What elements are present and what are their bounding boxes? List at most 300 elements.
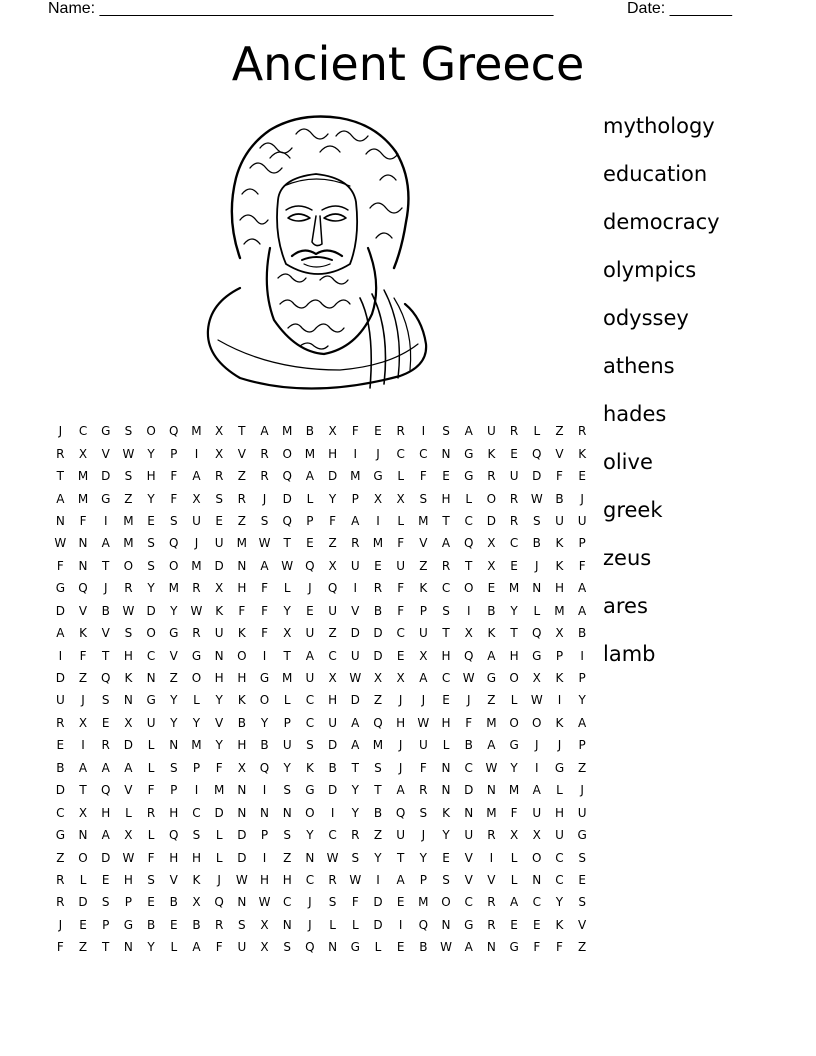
grid-letter[interactable]: S [283, 828, 292, 843]
grid-letter[interactable]: C [328, 828, 337, 843]
grid-letter[interactable]: U [328, 715, 337, 730]
grid-letter[interactable]: J [58, 424, 63, 439]
grid-letter[interactable]: N [282, 805, 292, 820]
grid-letter[interactable]: F [397, 603, 405, 618]
grid-letter[interactable]: S [215, 491, 223, 506]
grid-letter[interactable]: L [79, 872, 87, 887]
grid-letter[interactable]: S [442, 603, 450, 618]
grid-letter[interactable]: W [190, 603, 203, 618]
grid-letter[interactable]: D [327, 783, 338, 798]
grid-letter[interactable]: S [578, 850, 586, 865]
grid-letter[interactable]: F [56, 940, 64, 955]
grid-letter[interactable]: X [283, 626, 292, 641]
grid-letter[interactable]: L [533, 424, 541, 439]
grid-letter[interactable]: N [237, 558, 247, 573]
grid-letter[interactable]: N [441, 783, 451, 798]
grid-letter[interactable]: C [441, 581, 451, 596]
grid-letter[interactable]: B [56, 760, 65, 775]
grid-letter[interactable]: W [281, 558, 294, 573]
grid-letter[interactable]: P [351, 491, 359, 506]
grid-letter[interactable]: F [329, 513, 337, 528]
grid-letter[interactable]: M [486, 805, 497, 820]
grid-letter[interactable]: N [486, 940, 496, 955]
grid-letter[interactable]: C [555, 872, 564, 887]
grid-letter[interactable]: D [327, 469, 338, 484]
grid-letter[interactable]: Y [215, 738, 223, 753]
grid-letter[interactable]: D [373, 895, 383, 910]
grid-letter[interactable]: J [398, 693, 403, 708]
grid-letter[interactable]: Z [487, 693, 496, 708]
grid-letter[interactable]: U [577, 513, 587, 528]
grid-letter[interactable]: W [122, 850, 135, 865]
grid-letter[interactable]: W [349, 671, 362, 686]
grid-letter[interactable]: I [262, 850, 267, 865]
grid-letter[interactable]: H [554, 805, 564, 820]
grid-letter[interactable]: J [376, 446, 380, 461]
grid-letter[interactable]: Q [169, 424, 179, 439]
grid-letter[interactable]: W [440, 940, 452, 955]
grid-letter[interactable]: W [122, 446, 135, 461]
grid-letter[interactable]: D [237, 828, 247, 843]
grid-letter[interactable]: H [260, 872, 270, 887]
grid-letter[interactable]: M [418, 895, 429, 910]
grid-letter[interactable]: L [283, 581, 291, 596]
grid-letter[interactable]: D [78, 895, 88, 910]
grid-letter[interactable]: Y [192, 715, 201, 730]
grid-letter[interactable]: D [350, 693, 360, 708]
grid-letter[interactable]: N [78, 536, 88, 551]
grid-letter[interactable]: C [396, 446, 405, 461]
grid-letter[interactable]: R [124, 581, 133, 596]
grid-letter[interactable]: F [556, 940, 563, 955]
grid-letter[interactable]: W [54, 536, 67, 551]
grid-letter[interactable]: Q [100, 783, 111, 798]
grid-letter[interactable]: R [214, 469, 224, 484]
grid-letter[interactable]: D [101, 850, 111, 865]
grid-letter[interactable]: R [192, 626, 201, 641]
grid-letter[interactable]: G [123, 917, 134, 932]
grid-letter[interactable]: X [192, 895, 201, 910]
grid-letter[interactable]: X [555, 626, 564, 641]
grid-letter[interactable]: E [147, 895, 155, 910]
grid-letter[interactable]: B [419, 940, 428, 955]
grid-letter[interactable]: K [79, 626, 87, 641]
grid-letter[interactable]: K [442, 805, 450, 820]
grid-letter[interactable]: Y [510, 603, 518, 618]
grid-letter[interactable]: A [487, 738, 496, 753]
grid-letter[interactable]: A [124, 760, 133, 775]
grid-letter[interactable]: E [510, 917, 518, 932]
grid-letter[interactable]: F [261, 603, 268, 618]
grid-letter[interactable]: H [441, 648, 451, 663]
grid-letter[interactable]: B [555, 491, 564, 506]
grid-letter[interactable]: C [305, 693, 315, 708]
grid-letter[interactable]: L [170, 940, 178, 955]
grid-letter[interactable]: L [306, 491, 314, 506]
grid-letter[interactable]: K [192, 872, 201, 887]
grid-letter[interactable]: H [509, 648, 519, 663]
grid-letter[interactable]: G [101, 491, 111, 506]
grid-letter[interactable]: U [509, 469, 519, 484]
grid-letter[interactable]: M [123, 513, 134, 528]
grid-letter[interactable]: P [578, 536, 586, 551]
grid-letter[interactable]: C [464, 513, 473, 528]
grid-letter[interactable]: O [191, 671, 202, 686]
grid-letter[interactable]: Z [78, 671, 88, 686]
grid-letter[interactable]: A [260, 424, 269, 439]
grid-letter[interactable]: B [305, 424, 315, 439]
grid-letter[interactable]: I [58, 648, 63, 663]
grid-letter[interactable]: X [396, 671, 405, 686]
grid-letter[interactable]: U [237, 940, 247, 955]
grid-letter[interactable]: A [351, 738, 360, 753]
grid-letter[interactable]: T [283, 536, 291, 551]
grid-letter[interactable]: S [101, 895, 110, 910]
grid-letter[interactable]: Z [419, 558, 428, 573]
grid-letter[interactable]: K [555, 715, 564, 730]
grid-letter[interactable]: E [306, 603, 314, 618]
grid-letter[interactable]: P [170, 783, 178, 798]
grid-letter[interactable]: P [578, 671, 586, 686]
grid-letter[interactable]: Z [373, 693, 383, 708]
grid-letter[interactable]: J [398, 760, 403, 775]
date-field-label[interactable]: Date: _______ [627, 0, 732, 17]
grid-letter[interactable]: O [486, 491, 497, 506]
grid-letter[interactable]: T [465, 558, 473, 573]
grid-letter[interactable]: Y [170, 693, 178, 708]
grid-letter[interactable]: X [78, 446, 88, 461]
grid-letter[interactable]: Y [442, 828, 450, 843]
grid-letter[interactable]: C [146, 648, 156, 663]
grid-letter[interactable]: C [283, 895, 292, 910]
grid-letter[interactable]: Z [78, 940, 88, 955]
grid-letter[interactable]: J [421, 828, 426, 843]
grid-letter[interactable]: U [396, 828, 406, 843]
grid-letter[interactable]: V [464, 850, 473, 865]
grid-letter[interactable]: N [441, 760, 451, 775]
grid-letter[interactable]: R [487, 895, 496, 910]
grid-letter[interactable]: G [191, 648, 202, 663]
grid-letter[interactable]: U [577, 805, 587, 820]
grid-letter[interactable]: L [397, 469, 404, 484]
grid-letter[interactable]: Q [169, 828, 179, 843]
grid-letter[interactable]: N [305, 850, 315, 865]
grid-letter[interactable]: S [124, 469, 133, 484]
grid-letter[interactable]: G [509, 738, 519, 753]
grid-letter[interactable]: U [305, 671, 315, 686]
grid-letter[interactable]: O [146, 626, 156, 641]
grid-letter[interactable]: Y [215, 693, 223, 708]
grid-letter[interactable]: O [237, 648, 247, 663]
grid-letter[interactable]: G [101, 424, 111, 439]
grid-letter[interactable]: D [373, 626, 383, 641]
grid-letter[interactable]: D [101, 469, 111, 484]
grid-letter[interactable]: X [237, 760, 246, 775]
grid-letter[interactable]: S [419, 491, 428, 506]
grid-letter[interactable]: D [350, 626, 360, 641]
grid-letter[interactable]: Y [283, 603, 291, 618]
grid-letter[interactable]: W [235, 872, 248, 887]
grid-letter[interactable]: N [441, 917, 451, 932]
grid-letter[interactable]: W [462, 671, 475, 686]
grid-letter[interactable]: A [509, 895, 519, 910]
grid-letter[interactable]: B [373, 603, 383, 618]
grid-letter[interactable]: A [464, 424, 473, 439]
grid-letter[interactable]: C [509, 536, 519, 551]
grid-letter[interactable]: L [193, 693, 200, 708]
grid-letter[interactable]: S [147, 872, 155, 887]
grid-letter[interactable]: G [55, 581, 65, 596]
grid-letter[interactable]: F [170, 491, 178, 506]
grid-letter[interactable]: Y [578, 693, 586, 708]
grid-letter[interactable]: O [146, 424, 156, 439]
grid-letter[interactable]: Q [327, 581, 338, 596]
grid-letter[interactable]: K [578, 446, 587, 461]
grid-letter[interactable]: K [487, 446, 496, 461]
grid-letter[interactable]: O [532, 715, 542, 730]
grid-letter[interactable]: G [55, 828, 65, 843]
grid-letter[interactable]: E [532, 917, 541, 932]
grid-letter[interactable]: T [102, 940, 110, 955]
grid-letter[interactable]: R [101, 738, 110, 753]
grid-letter[interactable]: F [510, 805, 518, 820]
grid-letter[interactable]: A [101, 536, 110, 551]
grid-letter[interactable]: V [78, 603, 88, 618]
grid-letter[interactable]: E [101, 872, 110, 887]
grid-letter[interactable]: D [55, 603, 65, 618]
grid-letter[interactable]: B [373, 805, 383, 820]
grid-letter[interactable]: D [373, 917, 383, 932]
grid-letter[interactable]: C [56, 805, 65, 820]
grid-letter[interactable]: P [192, 760, 201, 775]
grid-letter[interactable]: F [238, 603, 246, 618]
grid-letter[interactable]: I [194, 446, 199, 461]
grid-letter[interactable]: Y [283, 760, 291, 775]
grid-letter[interactable]: U [532, 805, 542, 820]
grid-letter[interactable]: X [487, 536, 496, 551]
grid-letter[interactable]: O [123, 558, 134, 573]
grid-letter[interactable]: C [419, 446, 428, 461]
grid-letter[interactable]: N [260, 805, 270, 820]
grid-letter[interactable]: A [396, 872, 405, 887]
grid-letter[interactable]: C [192, 805, 201, 820]
grid-letter[interactable]: N [532, 581, 542, 596]
grid-letter[interactable]: E [396, 895, 405, 910]
grid-letter[interactable]: U [305, 626, 315, 641]
grid-letter[interactable]: V [101, 446, 110, 461]
grid-letter[interactable]: I [398, 917, 403, 932]
grid-letter[interactable]: Y [147, 446, 155, 461]
grid-letter[interactable]: Y [374, 850, 382, 865]
grid-letter[interactable]: V [215, 715, 224, 730]
grid-letter[interactable]: J [466, 693, 471, 708]
grid-letter[interactable]: U [192, 513, 201, 528]
grid-letter[interactable]: Y [147, 581, 155, 596]
grid-letter[interactable]: Y [510, 760, 518, 775]
grid-letter[interactable]: A [305, 469, 315, 484]
grid-letter[interactable]: O [259, 693, 270, 708]
grid-letter[interactable]: T [442, 513, 450, 528]
grid-letter[interactable]: Q [463, 648, 474, 663]
grid-letter[interactable]: J [194, 536, 199, 551]
grid-letter[interactable]: X [328, 671, 337, 686]
grid-letter[interactable]: H [441, 491, 451, 506]
grid-letter[interactable]: X [260, 917, 269, 932]
grid-letter[interactable]: G [259, 671, 270, 686]
grid-letter[interactable]: P [419, 603, 427, 618]
grid-letter[interactable]: M [282, 671, 293, 686]
grid-letter[interactable]: K [215, 603, 224, 618]
grid-letter[interactable]: H [328, 693, 338, 708]
grid-letter[interactable]: H [169, 805, 179, 820]
grid-letter[interactable]: H [282, 872, 292, 887]
grid-letter[interactable]: S [328, 895, 337, 910]
grid-letter[interactable]: W [258, 536, 271, 551]
grid-letter[interactable]: M [372, 738, 384, 753]
grid-letter[interactable]: M [508, 581, 520, 596]
grid-letter[interactable]: H [441, 715, 451, 730]
grid-letter[interactable]: F [419, 469, 427, 484]
grid-letter[interactable]: J [308, 581, 312, 596]
grid-letter[interactable]: A [101, 760, 110, 775]
grid-letter[interactable]: X [487, 558, 496, 573]
grid-letter[interactable]: X [78, 715, 88, 730]
grid-letter[interactable]: I [466, 603, 471, 618]
grid-letter[interactable]: D [464, 783, 474, 798]
grid-letter[interactable]: W [349, 872, 362, 887]
grid-letter[interactable]: L [397, 513, 404, 528]
grid-letter[interactable]: H [123, 648, 133, 663]
grid-letter[interactable]: A [532, 783, 541, 798]
grid-letter[interactable]: S [101, 693, 110, 708]
grid-letter[interactable]: S [306, 738, 314, 753]
grid-letter[interactable]: H [237, 738, 247, 753]
grid-letter[interactable]: P [419, 872, 427, 887]
grid-letter[interactable]: C [441, 671, 451, 686]
grid-letter[interactable]: W [485, 760, 498, 775]
grid-letter[interactable]: S [192, 828, 201, 843]
grid-letter[interactable]: A [578, 581, 587, 596]
grid-letter[interactable]: A [192, 469, 201, 484]
grid-letter[interactable]: I [421, 424, 426, 439]
grid-letter[interactable]: J [308, 917, 312, 932]
grid-letter[interactable]: C [305, 715, 315, 730]
grid-letter[interactable]: R [260, 469, 269, 484]
grid-letter[interactable]: E [578, 469, 586, 484]
grid-letter[interactable]: G [350, 940, 360, 955]
grid-letter[interactable]: S [283, 783, 292, 798]
grid-letter[interactable]: D [532, 469, 542, 484]
grid-letter[interactable]: F [465, 715, 473, 730]
grid-letter[interactable]: N [55, 513, 65, 528]
grid-letter[interactable]: N [146, 671, 156, 686]
grid-letter[interactable]: T [283, 648, 291, 663]
grid-letter[interactable]: U [214, 536, 224, 551]
grid-letter[interactable]: T [56, 469, 65, 484]
grid-letter[interactable]: W [326, 850, 339, 865]
grid-letter[interactable]: K [124, 671, 133, 686]
grid-letter[interactable]: A [305, 648, 315, 663]
grid-letter[interactable]: V [101, 626, 110, 641]
grid-letter[interactable]: I [194, 783, 199, 798]
grid-letter[interactable]: W [530, 693, 543, 708]
grid-letter[interactable]: M [304, 446, 316, 461]
grid-letter[interactable]: X [464, 626, 473, 641]
grid-letter[interactable]: S [532, 513, 541, 528]
grid-letter[interactable]: M [77, 469, 89, 484]
grid-letter[interactable]: V [169, 872, 178, 887]
grid-letter[interactable]: F [79, 513, 87, 528]
grid-letter[interactable]: M [77, 491, 89, 506]
grid-letter[interactable]: O [532, 850, 542, 865]
grid-letter[interactable]: R [441, 558, 451, 573]
grid-letter[interactable]: R [419, 783, 428, 798]
grid-letter[interactable]: A [441, 536, 451, 551]
grid-letter[interactable]: R [56, 895, 65, 910]
grid-letter[interactable]: R [328, 872, 337, 887]
grid-letter[interactable]: R [509, 513, 519, 528]
grid-letter[interactable]: X [328, 558, 337, 573]
grid-letter[interactable]: U [214, 626, 224, 641]
grid-letter[interactable]: I [557, 693, 562, 708]
grid-letter[interactable]: X [78, 805, 88, 820]
grid-letter[interactable]: R [192, 581, 201, 596]
grid-letter[interactable]: Y [170, 603, 178, 618]
grid-letter[interactable]: Q [169, 536, 179, 551]
grid-letter[interactable]: N [237, 783, 247, 798]
grid-letter[interactable]: B [328, 760, 337, 775]
grid-letter[interactable]: G [532, 648, 542, 663]
grid-letter[interactable]: T [374, 783, 382, 798]
grid-letter[interactable]: P [260, 828, 269, 843]
grid-letter[interactable]: H [237, 671, 247, 686]
grid-letter[interactable]: X [124, 828, 133, 843]
grid-letter[interactable]: C [532, 895, 541, 910]
grid-letter[interactable]: O [78, 850, 88, 865]
grid-letter[interactable]: D [373, 648, 383, 663]
grid-letter[interactable]: I [353, 581, 358, 596]
grid-letter[interactable]: Z [169, 671, 178, 686]
grid-letter[interactable]: T [396, 850, 405, 865]
grid-letter[interactable]: L [351, 917, 359, 932]
grid-letter[interactable]: M [191, 738, 202, 753]
grid-letter[interactable]: L [329, 917, 336, 932]
grid-letter[interactable]: W [258, 895, 271, 910]
grid-letter[interactable]: H [169, 850, 179, 865]
grid-letter[interactable]: B [464, 738, 473, 753]
grid-letter[interactable]: S [238, 917, 246, 932]
grid-letter[interactable]: X [373, 671, 383, 686]
grid-letter[interactable]: N [123, 693, 133, 708]
grid-letter[interactable]: Q [532, 626, 542, 641]
grid-letter[interactable]: J [217, 872, 221, 887]
grid-letter[interactable]: F [79, 648, 87, 663]
grid-letter[interactable]: K [555, 558, 564, 573]
grid-letter[interactable]: Y [328, 491, 337, 506]
grid-letter[interactable]: P [170, 446, 178, 461]
grid-letter[interactable]: U [464, 828, 474, 843]
grid-letter[interactable]: V [578, 917, 587, 932]
grid-letter[interactable]: F [533, 940, 541, 955]
grid-letter[interactable]: Q [532, 446, 542, 461]
grid-letter[interactable]: U [350, 558, 360, 573]
grid-letter[interactable]: I [489, 850, 494, 865]
grid-letter[interactable]: V [464, 872, 473, 887]
grid-letter[interactable]: B [169, 895, 178, 910]
grid-letter[interactable]: M [236, 536, 248, 551]
grid-letter[interactable]: G [464, 917, 474, 932]
grid-letter[interactable]: I [376, 872, 380, 887]
